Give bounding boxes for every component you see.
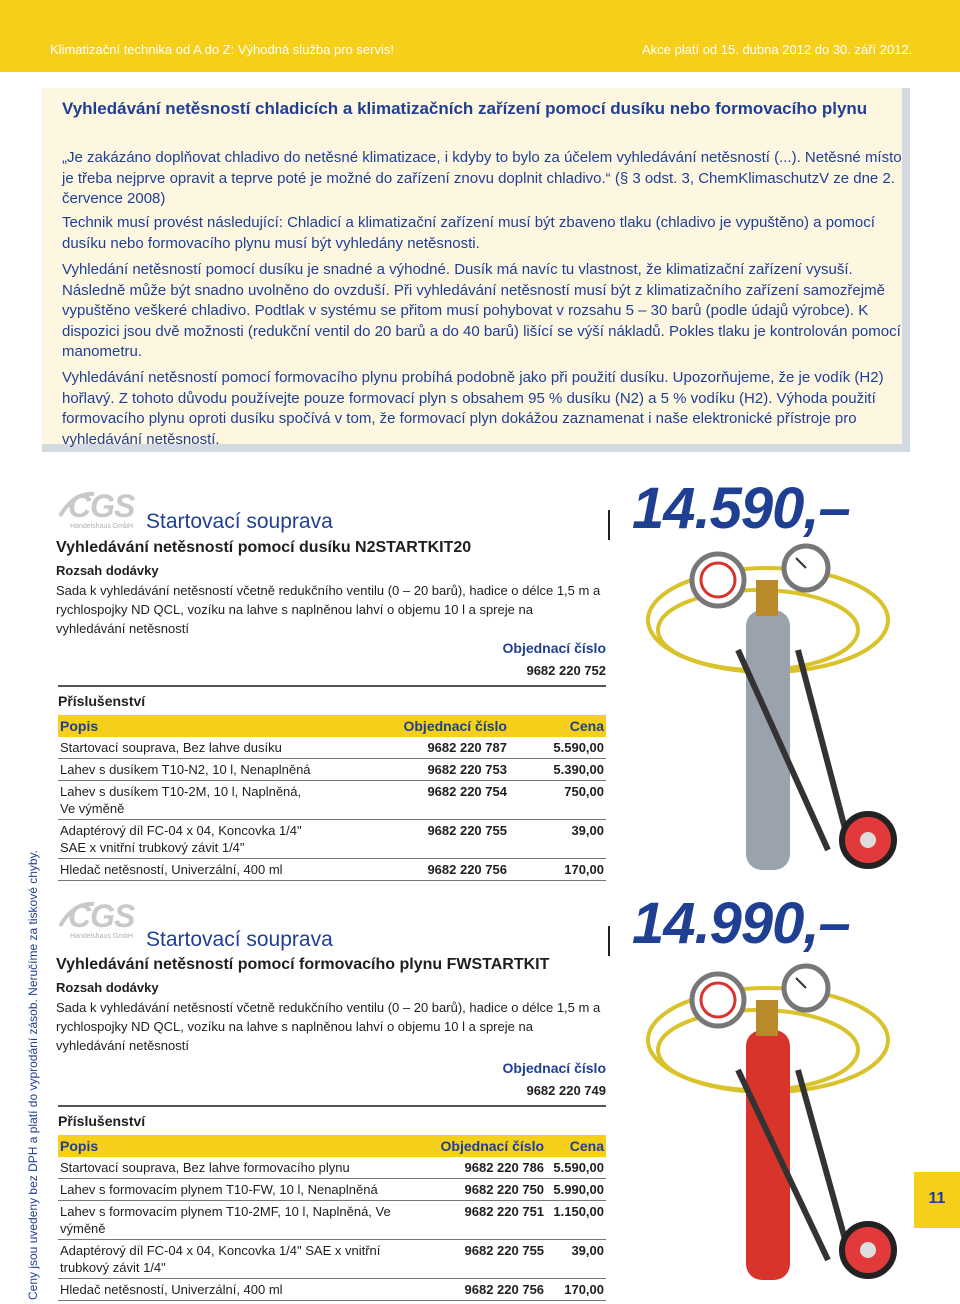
accessories-table: [58, 715, 606, 881]
row-code: 9682 220 751: [428, 1201, 546, 1240]
product-subtitle: Vyhledávání netěsností pomocí formovacího plynu FWSTARTKIT: [56, 956, 550, 973]
table-row: [58, 1240, 606, 1279]
scope-label: Rozsah dodávky: [56, 563, 159, 578]
row-code: 9682 220 786: [428, 1157, 546, 1179]
col-code: Objednací číslo: [428, 1135, 546, 1157]
order-label: Objednací číslo: [502, 640, 606, 656]
product-title: Startovací souprava: [146, 510, 333, 533]
row-price: 5.990,00: [546, 1179, 606, 1201]
valve: [756, 1000, 778, 1036]
col-price: Cena: [509, 715, 606, 737]
row-code: 9682 220 756: [428, 1279, 546, 1301]
row-price: 39,00: [509, 820, 606, 859]
table-row: [58, 859, 606, 881]
row-price: 5.590,00: [509, 737, 606, 759]
col-desc: Popis: [58, 1135, 428, 1157]
price: 14.990,–: [632, 891, 850, 956]
header-validity: Akce platí od 15. dubna 2012 do 30. září 2012.: [642, 42, 913, 57]
accessories-label: Příslušenství: [58, 693, 146, 709]
order-label: Objednací číslo: [502, 1060, 606, 1076]
row-desc: Adaptérový díl FC-04 x 04, Koncovka 1/4" SAE x vnitřní trubkový závit 1/4": [58, 1240, 428, 1279]
row-price: 170,00: [546, 1279, 606, 1301]
row-code: 9682 220 753: [318, 759, 509, 781]
table-row: [58, 1279, 606, 1301]
info-formovaci: Vyhledávání netěsností pomocí formovacího plynu probíhá podobně jako při použití dusíku. Upozorňujeme, že je vodík (H2) hořlavý. Z tohoto důvodu používejte pouze formovací plyn s obsahem 95 % dusíku (N2) a 5 % vodíku (H2). Výhoda použití formovacího plynu oproti dusíku spočívá v tom, že formovací plyn dokážou zaznamenat i naše elektronické přístroje pro vyhledávání netěsností.: [62, 369, 884, 448]
order-rule: [58, 685, 606, 687]
logo-letters: CGS: [68, 488, 135, 524]
info-title: Vyhledávání netěsností chladicích a klimatizačních zařízení pomocí dusíku nebo formovacího plynu: [62, 99, 868, 118]
header-slogan: Klimatizační technika od A do Z: Výhodná služba pro servis!: [50, 42, 394, 57]
scope-text: Sada k vyhledávání netěsností včetně redukčního ventilu (0 – 20 barů), hadice o délce 1,5 m a rychlospojky ND QCL, vozíku na lahve s naplněnou lahví o objemu 10 l a spreje na vyhledávání netěsností: [56, 583, 601, 636]
side-note: Ceny jsou uvedeny bez DPH a platí do vyprodání zásob. Neručíme za tiskové chyby.: [26, 849, 40, 1300]
info-dusik: Vyhledání netěsností pomocí dusíku je snadné a výhodné. Dusík má navíc tu vlastnost, že klimatizační zařízení vysuší. Následně může být snadno uvolněno do ovzduší. Při vyhledávání netěsností musí být z klimatizačního zařízení samozřejmě vypuštěno veškeré chladivo. Podtlak v systému se přitom musí pohybovat v rozsahu 5 – 30 barů (podle údajů výrobce). K dispozici jsou dvě možnosti (redukční ventil do 20 barů a do 40 barů) lišící se výší nákladů. Pokles tlaku je kontrolován pomocí manometru.: [62, 261, 901, 360]
table-row: [58, 759, 606, 781]
row-code: 9682 220 756: [318, 859, 509, 881]
info-technik: Technik musí provést následující: Chladicí a klimatizační zařízení musí být zbaveno tlaku (chladivo je vypuštěno) a pomocí dusíku nebo formovacího plynu musí být vyhledány netěsnosti.: [62, 214, 875, 252]
wheel-hub: [860, 1242, 876, 1258]
col-price: Cena: [546, 1135, 606, 1157]
table-row: [58, 781, 606, 820]
page-number-badge: [914, 1172, 960, 1228]
table-row: [58, 1201, 606, 1240]
price-divider: [608, 926, 610, 956]
gas-cylinder: [746, 610, 790, 870]
row-desc: Lahev s formovacím plynem T10-FW, 10 l, Nenaplněná: [58, 1179, 428, 1201]
row-desc: Hledač netěsností, Univerzální, 400 ml: [58, 1279, 428, 1301]
row-desc: Startovací souprava, Bez lahve dusíku: [58, 737, 318, 759]
scope-label: Rozsah dodávky: [56, 980, 159, 995]
row-code: 9682 220 755: [318, 820, 509, 859]
col-desc: Popis: [58, 715, 318, 737]
product-title: Startovací souprava: [146, 928, 333, 951]
wheel-hub: [860, 832, 876, 848]
price-divider: [608, 510, 610, 540]
table-header-row: [58, 1135, 606, 1157]
row-price: 39,00: [546, 1240, 606, 1279]
accessories-table: [58, 1135, 606, 1301]
order-number: 9682 220 752: [526, 663, 606, 678]
price: 14.590,–: [632, 476, 850, 541]
accessories-label: Příslušenství: [58, 1113, 146, 1129]
row-desc: Adaptérový díl FC-04 x 04, Koncovka 1/4" SAE x vnitřní trubkový závit 1/4": [58, 820, 318, 859]
row-price: 170,00: [509, 859, 606, 881]
product-image-cylinder-cart: [618, 540, 918, 870]
table-row: [58, 737, 606, 759]
row-desc: Lahev s dusíkem T10-N2, 10 l, Nenaplněná: [58, 759, 318, 781]
table-header-row: [58, 715, 606, 737]
logo-sub: Handelshaus GmbH: [70, 933, 134, 940]
row-desc: Hledač netěsností, Univerzální, 400 ml: [58, 859, 318, 881]
row-desc: Lahev s formovacím plynem T10-2MF, 10 l, Naplněná, Ve výměně: [58, 1201, 428, 1240]
row-code: 9682 220 755: [428, 1240, 546, 1279]
row-price: 1.150,00: [546, 1201, 606, 1240]
row-code: 9682 220 787: [318, 737, 509, 759]
cart-frame-2: [798, 650, 848, 840]
col-code: Objednací číslo: [318, 715, 509, 737]
table-row: [58, 1179, 606, 1201]
logo-letters: CGS: [68, 898, 135, 934]
cgs-logo: [56, 898, 136, 942]
gas-cylinder: [746, 1030, 790, 1280]
row-desc: Lahev s dusíkem T10-2M, 10 l, Naplněná, Ve výměně: [58, 781, 318, 820]
table-row: [58, 1157, 606, 1179]
row-price: 5.590,00: [546, 1157, 606, 1179]
scope-text: Sada k vyhledávání netěsností včetně redukčního ventilu (0 – 20 barů), hadice o délce 1,5 m a rychlospojky ND QCL, vozíku na lahve s naplněnou lahví o objemu 10 l a spreje na vyhledávání netěsností: [56, 1000, 601, 1053]
row-price: 750,00: [509, 781, 606, 820]
product-subtitle: Vyhledávání netěsností pomocí dusíku N2STARTKIT20: [56, 539, 472, 556]
row-code: 9682 220 754: [318, 781, 509, 820]
cart-frame-2: [798, 1070, 848, 1250]
order-rule: [58, 1105, 606, 1107]
row-desc: Startovací souprava, Bez lahve formovacího plynu: [58, 1157, 428, 1179]
table-row: [58, 820, 606, 859]
row-code: 9682 220 750: [428, 1179, 546, 1201]
product-image-cylinder-cart: [618, 960, 918, 1290]
valve: [756, 580, 778, 616]
row-price: 5.390,00: [509, 759, 606, 781]
order-number: 9682 220 749: [526, 1083, 606, 1098]
header-band: [0, 0, 960, 72]
logo-sub: Handelshaus GmbH: [70, 523, 134, 530]
info-quote: „Je zakázáno doplňovat chladivo do netěsné klimatizace, i kdyby to bylo za účelem vyhledávání netěsností (...). Netěsné místo je třeba nejprve opravit a teprve poté je možné do zařízení znovu doplnit chladivo.“ (§ 3 odst. 3, ChemKlimaschutzV ze dne 2. července 2008): [62, 149, 902, 207]
info-box: [42, 88, 910, 452]
page-number: 11: [928, 1190, 946, 1207]
cgs-logo: [56, 488, 136, 532]
